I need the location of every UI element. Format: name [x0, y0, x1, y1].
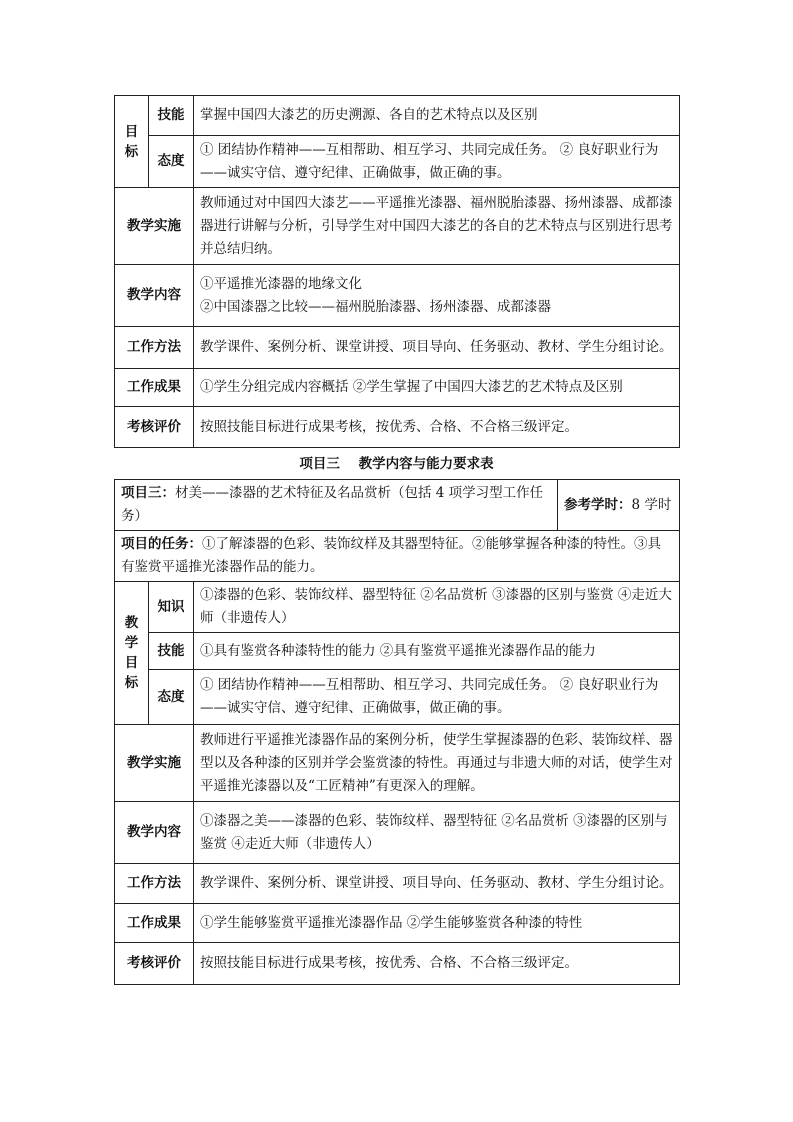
knowledge-label: 知识: [149, 582, 194, 633]
evaluation-text: 按照技能目标进行成果考核，按优秀、合格、不合格三级评定。: [194, 943, 680, 985]
task-label: 项目的任务：: [121, 536, 202, 552]
skill-text: ①具有鉴赏各种漆特性的能力 ②具有鉴赏平遥推光漆器作品的能力: [194, 633, 680, 670]
evaluation-label: 考核评价: [115, 943, 194, 985]
attitude-text: ① 团结协作精神——互相帮助、相互学习、共同完成任务。 ② 良好职业行为——诚实守信、遵守纪律、正确做事，做正确的事。: [194, 670, 680, 725]
result-label: 工作成果: [115, 904, 194, 943]
hours-cell: [558, 480, 680, 531]
hours-value: 8 学时: [631, 496, 672, 513]
task-cell: [115, 531, 680, 582]
section-title-text: 教学内容与能力要求表: [358, 456, 494, 472]
section-title: [0, 452, 793, 472]
goal-label-char: 目: [124, 655, 139, 671]
project-two-table: [114, 95, 680, 448]
evaluation-label: 考核评价: [115, 407, 194, 448]
goal-label-char: 教: [124, 615, 139, 631]
goal-label-char: 学: [124, 635, 139, 651]
goal-label: [115, 96, 149, 188]
attitude-label: 态度: [149, 670, 194, 725]
content-text: [194, 265, 680, 327]
result-label: 工作成果: [115, 369, 194, 407]
method-text: 教学课件、案例分析、课堂讲授、项目导向、任务驱动、教材、学生分组讨论。: [194, 327, 680, 369]
goal-label: [115, 582, 149, 725]
content-line: ②中国漆器之比较——福州脱胎漆器、扬州漆器、成都漆器: [200, 298, 551, 315]
method-label: 工作方法: [115, 864, 194, 904]
content-line: ①平遥推光漆器的地缘文化: [200, 275, 362, 292]
result-text: ①学生分组完成内容概括 ②学生掌握了中国四大漆艺的艺术特点及区别: [194, 369, 680, 407]
content-label: 教学内容: [115, 265, 194, 327]
implementation-label: 教学实施: [115, 725, 194, 802]
attitude-label: 态度: [149, 136, 194, 188]
content-label: 教学内容: [115, 802, 194, 864]
attitude-text: ① 团结协作精神——互相帮助、相互学习、共同完成任务。 ② 良好职业行为——诚实守信、遵守纪律、正确做事，做正确的事。: [194, 136, 680, 188]
skill-text: 掌握中国四大漆艺的历史溯源、各自的艺术特点以及区别: [194, 96, 680, 136]
method-text: 教学课件、案例分析、课堂讲授、项目导向、任务驱动、教材、学生分组讨论。: [194, 864, 680, 904]
knowledge-text: ①漆器的色彩、装饰纹样、器型特征 ②名品赏析 ③漆器的区别与鉴赏 ④走近大师（非遗传人）: [194, 582, 680, 633]
hours-label: 参考学时：: [564, 496, 632, 513]
implementation-text: 教师进行平遥推光漆器作品的案例分析，使学生掌握漆器的色彩、装饰纹样、器型以及各种漆的区别并学会鉴赏漆的特性。再通过与非遗大师的对话，使学生对平遥推光漆器以及“工匠精神”有更深入的理解。: [194, 725, 680, 802]
method-label: 工作方法: [115, 327, 194, 369]
result-text: ①学生能够鉴赏平遥推光漆器作品 ②学生能够鉴赏各种漆的特性: [194, 904, 680, 943]
project-text: 材美——漆器的艺术特征及名品赏析（包括 4 项学习型工作任务）: [121, 485, 544, 524]
goal-label-char: 标: [124, 675, 139, 691]
skill-label: 技能: [149, 96, 194, 136]
section-title-project: 项目三: [299, 456, 340, 472]
task-text: ①了解漆器的色彩、装饰纹样及其器型特征。②能够掌握各种漆的特性。③具有鉴赏平遥推光漆器作品的能力。: [121, 536, 661, 575]
implementation-text: 教师通过对中国四大漆艺——平遥推光漆器、福州脱胎漆器、扬州漆器、成都漆器进行讲解与分析，引导学生对中国四大漆艺的各自的艺术特点与区别进行思考并总结归纳。: [194, 188, 680, 265]
goal-label-char: 标: [124, 143, 139, 160]
project-cell: [115, 480, 558, 531]
content-text: ①漆器之美——漆器的色彩、装饰纹样、器型特征 ②名品赏析 ③漆器的区别与鉴赏 ④走近大师（非遗传人）: [194, 802, 680, 864]
project-three-table: [114, 479, 680, 985]
skill-label: 技能: [149, 633, 194, 670]
goal-label-char: 目: [124, 123, 139, 140]
project-label: 项目三：: [121, 485, 175, 501]
implementation-label: 教学实施: [115, 188, 194, 265]
evaluation-text: 按照技能目标进行成果考核，按优秀、合格、不合格三级评定。: [194, 407, 680, 448]
